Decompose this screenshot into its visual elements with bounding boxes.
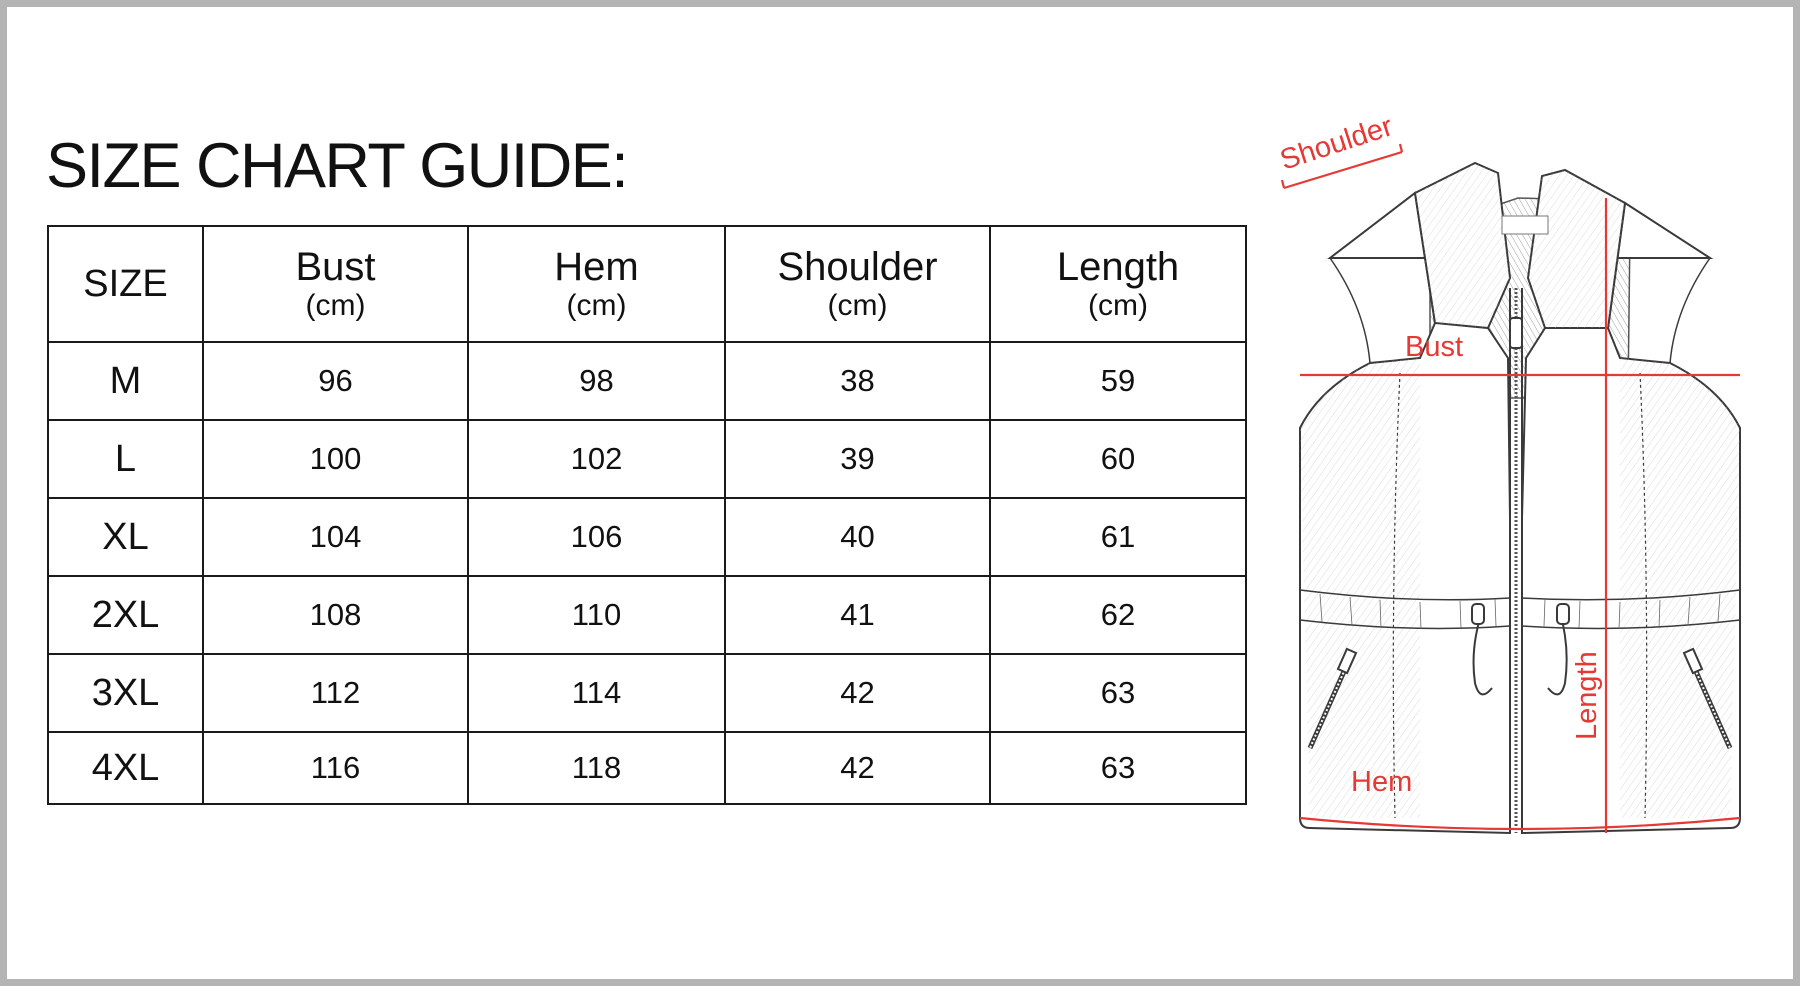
hem-cell: 110 [468, 576, 725, 654]
size-cell: 2XL [48, 576, 203, 654]
length-cell: 59 [990, 342, 1246, 420]
table-row [48, 498, 1246, 576]
bust-cell: 112 [203, 654, 468, 732]
hem-label: Hem [1351, 766, 1413, 798]
table-row [48, 732, 1246, 804]
shoulder-cell: 40 [725, 498, 990, 576]
table-row [48, 420, 1246, 498]
header-name: Shoulder [777, 245, 938, 289]
hem-cell: 102 [468, 420, 725, 498]
hem-cell: 114 [468, 654, 725, 732]
header-unit: (cm) [1088, 289, 1148, 322]
length-cell: 62 [990, 576, 1246, 654]
length-cell: 60 [990, 420, 1246, 498]
header-length [990, 226, 1246, 342]
table-row [48, 342, 1246, 420]
bust-cell: 116 [203, 732, 468, 804]
shoulder-cell: 42 [725, 732, 990, 804]
size-cell: M [48, 342, 203, 420]
table-row [48, 654, 1246, 732]
header-name: Length [1056, 245, 1180, 289]
vest-diagram [1270, 110, 1770, 863]
hem-cell: 106 [468, 498, 725, 576]
size-table [47, 225, 1247, 805]
shoulder-cell: 41 [725, 576, 990, 654]
hem-cell: 98 [468, 342, 725, 420]
size-cell: 3XL [48, 654, 203, 732]
header-bust [203, 226, 468, 342]
size-cell: L [48, 420, 203, 498]
bust-label: Bust [1405, 331, 1464, 363]
size-cell: XL [48, 498, 203, 576]
page-title: SIZE CHART GUIDE: [46, 131, 628, 201]
header-name: Bust [295, 245, 376, 289]
table-row [48, 576, 1246, 654]
header-hem [468, 226, 725, 342]
shoulder-cell: 42 [725, 654, 990, 732]
header-unit: (cm) [305, 289, 366, 322]
header-unit: (cm) [827, 289, 888, 322]
length-cell: 63 [990, 654, 1246, 732]
shoulder-cell: 38 [725, 342, 990, 420]
header-shoulder [725, 226, 990, 342]
size-cell: 4XL [48, 732, 203, 804]
header-size: SIZE [48, 226, 203, 342]
header-row [48, 226, 1246, 342]
length-label: Length [1571, 651, 1603, 740]
bust-cell: 108 [203, 576, 468, 654]
bust-cell: 96 [203, 342, 468, 420]
header-name: Hem [554, 245, 639, 289]
length-cell: 63 [990, 732, 1246, 804]
hem-cell: 118 [468, 732, 725, 804]
vest-illustration [1270, 110, 1770, 863]
length-cell: 61 [990, 498, 1246, 576]
vest-sketch [1300, 163, 1740, 833]
shoulder-label: Shoulder [1276, 110, 1397, 177]
header-unit: (cm) [566, 289, 627, 322]
shoulder-cell: 39 [725, 420, 990, 498]
bust-cell: 100 [203, 420, 468, 498]
bust-cell: 104 [203, 498, 468, 576]
